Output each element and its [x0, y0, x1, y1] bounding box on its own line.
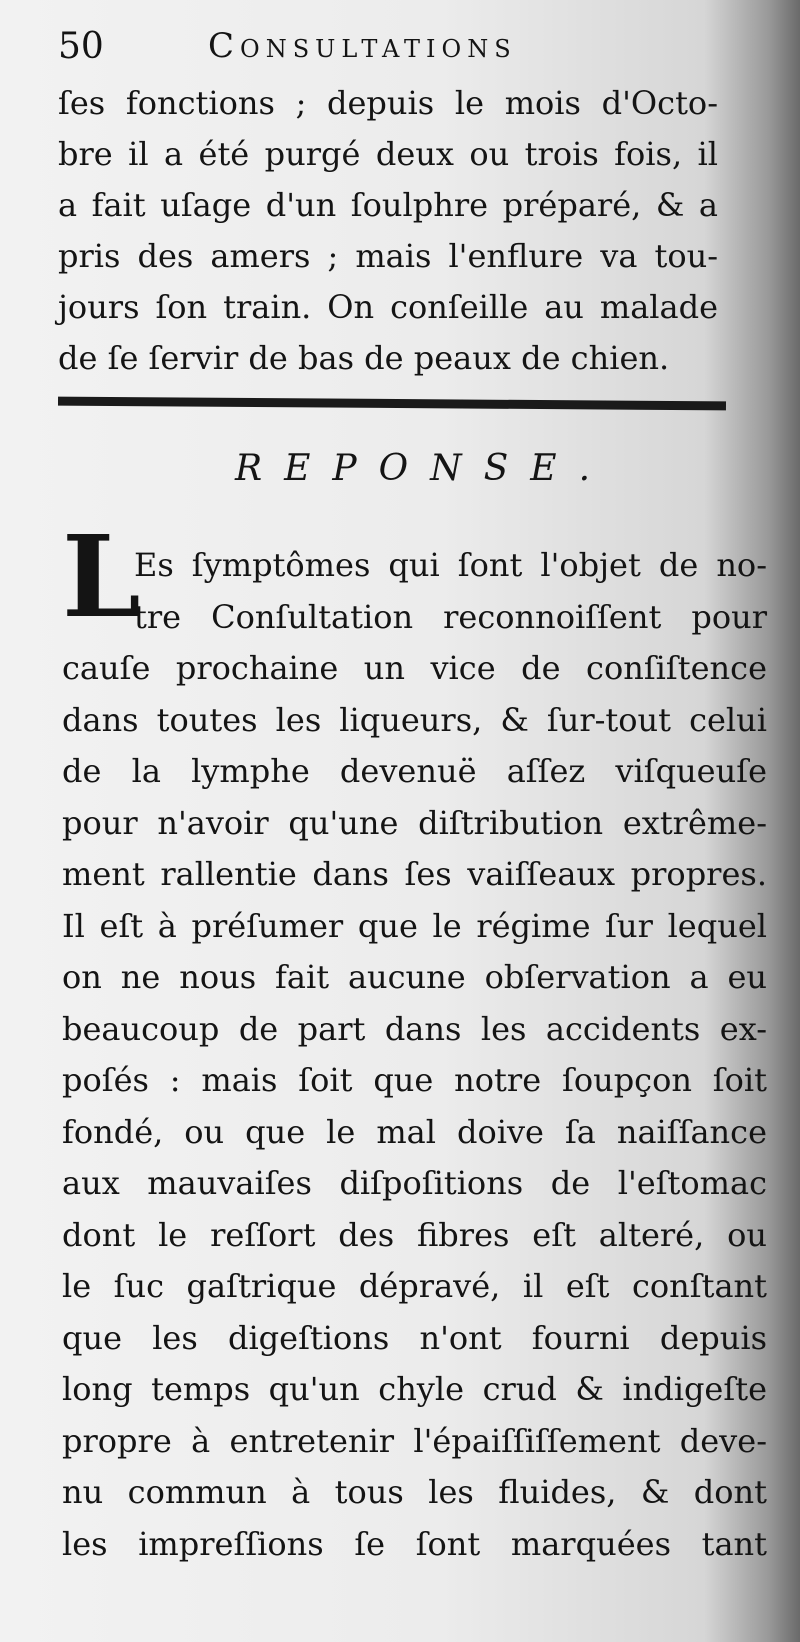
text-line: propre à entretenir l'épaiſſiſſement deve- [62, 1421, 767, 1460]
text-line: long temps qu'un chyle crud & indigeſte [62, 1370, 767, 1408]
text-line: beaucoup de part dans les accidents ex- [62, 1009, 767, 1048]
text-line: tre Conſultation reconnoiſſent pour [134, 597, 767, 636]
page-header [58, 22, 698, 72]
text-line: que les digeſtions n'ont fourni depuis [62, 1318, 767, 1357]
text-line: le ſuc gaſtrique dépravé, il eſt conſtant [62, 1267, 767, 1305]
text-line: a fait uſage d'un ſoulphre préparé, & a [58, 186, 718, 224]
text-line: nu commun à tous les fluides, & dont [62, 1473, 767, 1511]
continued-paragraph [58, 78, 718, 384]
section-heading: REPONSE. [235, 448, 613, 489]
text-line: poſés : mais ſoit que notre ſoupçon ſoit [62, 1061, 767, 1099]
text-line: ſes fonctions ; depuis le mois d'Octo- [58, 84, 718, 122]
text-line: on ne nous fait aucune obſervation a eu [62, 958, 767, 996]
text-line: de ſe ſervir de bas de peaux de chien. [58, 339, 670, 377]
text-line: de la lymphe devenuë aſſez viſqueuſe [62, 752, 767, 790]
running-title: Consultations [208, 26, 517, 66]
text-line: jours ſon train. On conſeille au malade [58, 288, 718, 326]
drop-cap: L [62, 512, 141, 643]
text-line: dans toutes les liqueurs, & ſur-tout celui [62, 700, 767, 739]
text-line: pris des amers ; mais l'enflure va tou- [58, 237, 718, 275]
text-line: Il eſt à préſumer que le régime ſur lequel [62, 906, 767, 945]
text-line: dont le reſſort des fibres eſt alteré, ou [62, 1215, 767, 1254]
text-line: les impreſſions ſe ſont marquées tant [62, 1524, 767, 1563]
text-line: Es ſymptômes qui ſont l'objet de no- [134, 546, 767, 584]
text-line: cauſe prochaine un vice de conſiſtence [62, 649, 767, 687]
text-line: fondé, ou que le mal doive ſa naiſſance [62, 1112, 767, 1151]
response-paragraph [62, 540, 767, 1570]
text-line: bre il a été purgé deux ou trois fois, il [58, 135, 718, 173]
page-number: 50 [58, 26, 104, 67]
text-line: ment rallentie dans ſes vaiſſeaux propres. [62, 855, 767, 893]
text-line: pour n'avoir qu'une diſtribution extrême- [62, 803, 767, 842]
text-line: aux mauvaiſes diſpoſitions de l'eſtomac [62, 1164, 767, 1202]
section-divider-rule [58, 397, 726, 411]
